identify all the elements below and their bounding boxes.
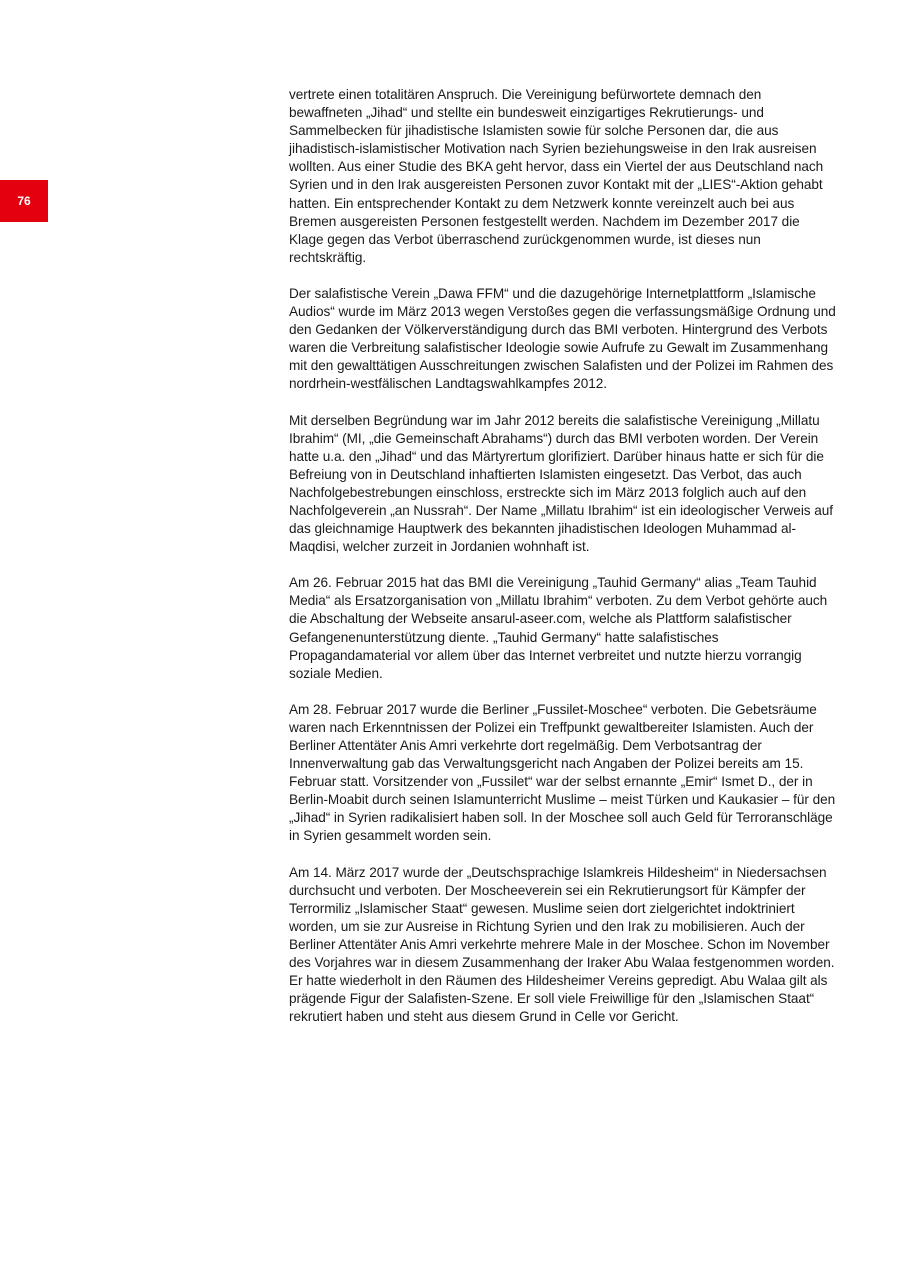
page-number-tab (0, 180, 48, 222)
paragraph-millatu-ibrahim: Mit derselben Begründung war im Jahr 2012 bereits die salafistische Vereinigung „Millatu Ibrahim“ (MI, „die Gemeinschaft Abrahams“) durch das BMI verboten worden. Der Verein hatte u.a. den „Jihad“ und das Märtyrertum glorifiziert. Darüber hinaus hatte er sich für die Befreiung von in Deutschland inhaftierten Islamisten eingesetzt. Das Verbot, das auch Nachfolgebestrebungen einschloss, erstreckte sich im März 2013 folglich auch auf den Nachfolgeverein „an Nussrah“. Der Name „Millatu Ibrahim“ ist ein ideologischer Verweis auf das gleichnamige Hauptwerk des bekannten jihadistischen Ideologen Muhammad al-Maqdisi, welcher zurzeit in Jordanien wohnhaft ist. (289, 412, 834, 555)
paragraph-lies-verbot: vertrete einen totalitären Anspruch. Die Vereinigung befürwortete demnach den bewaffneten „Jihad“ und stellte ein bundesweit einzigartiges Rekrutierungs- und Sammelbecken für jihadistische Islamisten sowie für solche Personen dar, die aus jihadistisch-islamistischer Motivation nach Syrien beziehungsweise in den Irak ausreisen wollten. Aus einer Studie des BKA geht hervor, dass ein Viertel der aus Deutschland nach Syrien und in den Irak ausgereisten Personen zuvor Kontakt mit der „LIES“-Aktion gehabt hatten. Ein entsprechender Kontakt zu dem Netzwerk konnte vereinzelt auch bei aus Bremen ausgereisten Personen festgestellt werden. Nachdem im Dezember 2017 die Klage gegen das Verbot überraschend zurückgenommen wurde, ist dieses nun rechtskräftig. (289, 87, 824, 265)
body-text (289, 86, 837, 1044)
paragraph-islamkreis-hildesheim: Am 14. März 2017 wurde der „Deutschsprachige Islamkreis Hildesheim“ in Niedersachsen durchsucht und verboten. Der Moscheeverein sei ein Rekrutierungsort für Kämpfer der Terrormiliz „Islamischer Staat“ gewesen. Muslime seien dort zielgerichtet indoktriniert worden, um sie zur Ausreise in Richtung Syrien und den Irak zu mobilisieren. Auch der Berliner Attentäter Anis Amri verkehrte mehrere Male in der Moschee. Schon im November des Vorjahres war in diesem Zusammenhang der Iraker Abu Walaa festgenommen worden. Er hatte wiederholt in den Räumen des Hildesheimer Vereins gepredigt. Abu Walaa gilt als prägende Figur der Salafisten-Szene. Er soll viele Freiwillige für den „Islamischen Staat“ rekrutiert haben und steht aus diesem Grund in Celle vor Gericht. (289, 864, 835, 1025)
paragraph-fussilet-moschee: Am 28. Februar 2017 wurde die Berliner „Fussilet-Moschee“ verboten. Die Gebetsräume waren nach Erkenntnissen der Polizei ein Treffpunkt gewaltbereiter Islamisten. Auch der Berliner Attentäter Anis Amri verkehrte dort regelmäßig. Dem Verbotsantrag der Innenverwaltung gab das Verwaltungsgericht nach Angaben der Polizei bereits am 15. Februar statt. Vorsitzender von „Fussilet“ war der selbst ernannte „Emir“ Ismet D., der in Berlin-Moabit durch seinen Islamunterricht Muslime – meist Türken und Kaukasier – für den „Jihad“ in Syrien radikalisiert haben soll. In der Moschee soll auch Geld für Terroranschläge in Syrien gesammelt worden sein. (289, 701, 836, 844)
page-number: 76 (17, 194, 31, 208)
paragraph-tauhid-germany: Am 26. Februar 2015 hat das BMI die Vereinigung „Tauhid Germany“ alias „Team Tauhid Media“ als Ersatzorganisation von „Millatu Ibrahim“ verboten. Zu dem Verbot gehörte auch die Abschaltung der Webseite ansarul-aseer.com, welche als Plattform salafistischer Gefangenenunterstützung diente. „Tauhid Germany“ hatte salafistisches Propagandamaterial vor allem über das Internet verbreitet und nutzte hierzu vorrangig soziale Medien. (289, 575, 828, 681)
paragraph-dawa-ffm: Der salafistische Verein „Dawa FFM“ und die dazugehörige Internetplattform „Islamische Audios“ wurde im März 2013 wegen Verstoßes gegen die verfassungsmäßige Ordnung und den Gedanken der Völkerverständigung durch das BMI verboten. Hintergrund des Verbots waren die Verbreitung salafistischer Ideologie sowie Aufrufe zu Gewalt im Zusammenhang mit den gewalttätigen Ausschreitungen zwischen Salafisten und der Polizei im Rahmen des nordrhein-westfälischen Landtagswahlkampfes 2012. (289, 285, 836, 392)
